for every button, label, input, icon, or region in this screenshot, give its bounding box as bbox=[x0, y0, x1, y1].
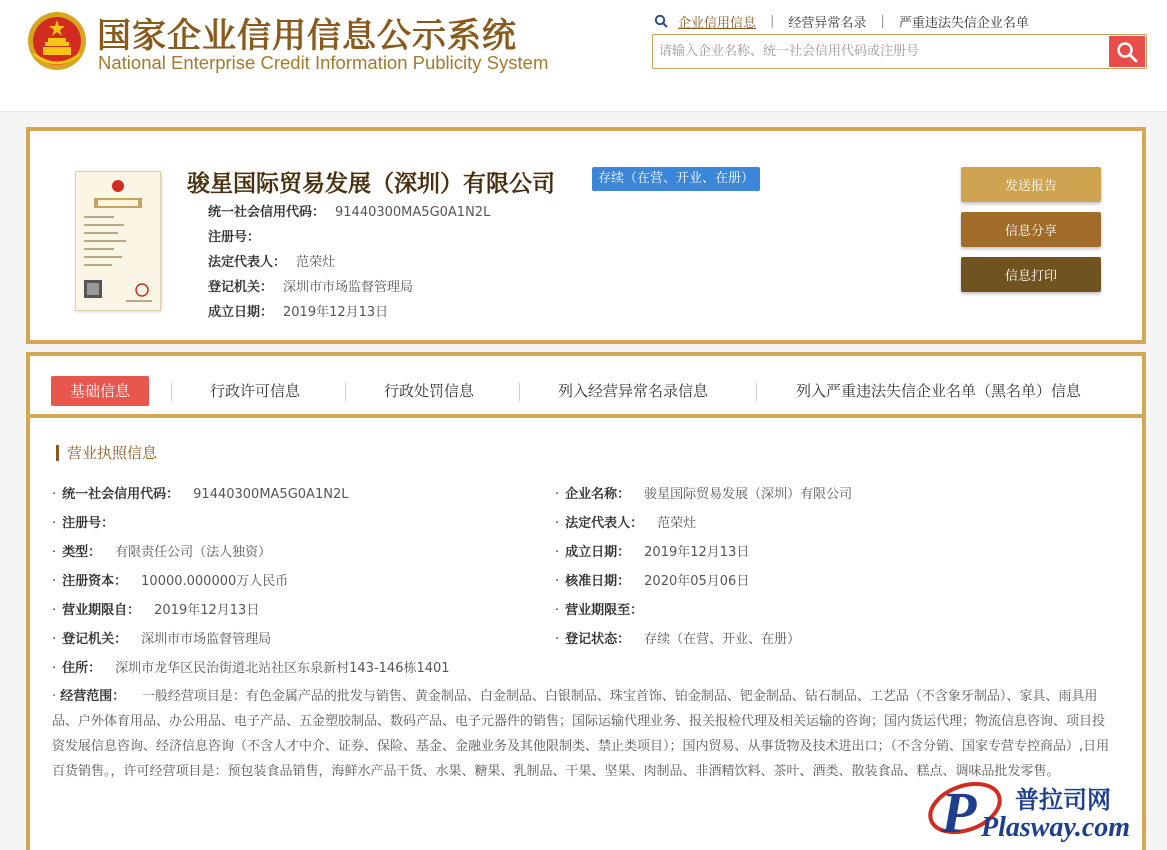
top-nav bbox=[654, 12, 1029, 30]
field-credit-code: · 统一社会信用代码： 91440300MA5G0A1N2L bbox=[52, 487, 349, 502]
company-name: 骏星国际贸易发展（深圳）有限公司 bbox=[187, 171, 555, 197]
business-license-icon[interactable] bbox=[75, 171, 161, 311]
field-legal-rep: · 法定代表人： 范荣灶 bbox=[555, 516, 697, 531]
national-emblem-icon bbox=[26, 10, 88, 72]
summary-reg-number: 注册号： bbox=[208, 230, 261, 245]
summary-authority: 登记机关： 深圳市市场监督管理局 bbox=[208, 280, 414, 295]
field-authority: · 登记机关： 深圳市市场监督管理局 bbox=[52, 632, 272, 647]
field-type: · 类型： 有限责任公司（法人独资） bbox=[52, 545, 272, 560]
section-title: 营业执照信息 bbox=[56, 445, 157, 461]
tab-separator bbox=[519, 383, 520, 401]
summary-founded: 成立日期： 2019年12月13日 bbox=[208, 305, 389, 320]
search-small-icon bbox=[654, 14, 668, 28]
search-input[interactable] bbox=[659, 35, 1109, 68]
site-title-en: National Enterprise Credit Information Publicity System bbox=[98, 52, 549, 73]
business-scope: · 经营范围： 一般经营项目是：有色金属产品的批发与销售、黄金制品、白金制品、白银制品、珠宝首饰、铂金制品、钯金制品、钻石制品、工艺品（不含象牙制品）、家具、雨具用品、户外体育用品、办公用品、电子产品、五金塑胶制品、数码产品、电子元器件的销售；国际运输代理业务、报关报检代理及相关运输的咨询；国内货运代理；物流信息咨询、项目投资发展信息咨询、经济信息咨询（不含人才中介、证券、保险、基金、金融业务及其他限制类、禁止类项目）；国内贸易、从事货物及技术进出口；（不含分销、国家专营专控商品）,日用百货销售。，许可经营项目是：预包装食品销售，海鲜水产品干货、水果、糖果、乳制品、干果、坚果、肉制品、非酒精饮料、茶叶、酒类、散装食品、糕点、调味品批发零售。 bbox=[52, 689, 1110, 779]
status-badge: 存续（在营、开业、在册） bbox=[592, 167, 760, 191]
site-header bbox=[0, 0, 1167, 112]
nav-blacklist[interactable]: 严重违法失信企业名单 bbox=[898, 15, 1029, 31]
watermark-cn: 普拉司网 bbox=[1015, 786, 1111, 814]
company-summary-card bbox=[26, 127, 1146, 344]
field-reg-status: · 登记状态： 存续（在营、开业、在册） bbox=[555, 632, 801, 647]
print-info-button[interactable]: 信息打印 bbox=[961, 257, 1101, 292]
share-info-button[interactable]: 信息分享 bbox=[961, 212, 1101, 247]
nav-credit-info[interactable]: 企业信用信息 bbox=[678, 15, 757, 31]
search-box bbox=[652, 34, 1147, 69]
search-icon bbox=[1116, 41, 1138, 63]
business-scope-text: 一般经营项目是：有色金属产品的批发与销售、黄金制品、白金制品、白银制品、珠宝首饰、铂金制品、钯金制品、钻石制品、工艺品（不含象牙制品）、家具、雨具用品、户外体育用品、办公用品、电子产品、五金塑胶制品、数码产品、电子元器件的销售；国际运输代理业务、报关报检代理及相关运输的咨询；国内货运代理；物流信息咨询、项目投资发展信息咨询、经济信息咨询（不含人才中介、证券、保险、基金、金融业务及其他限制类、禁止类项目）；国内贸易、从事货物及技术进出口；（不含分销、国家专营专控商品）,日用百货销售。，许可经营项目是：预包装食品销售，海鲜水产品干货、水果、糖果、乳制品、干果、坚果、肉制品、非酒精饮料、茶叶、酒类、散装食品、糕点、调味品批发零售。 bbox=[52, 689, 1110, 779]
field-address: · 住所： 深圳市龙华区民治街道北站社区东泉新村143-146栋1401 bbox=[52, 661, 450, 676]
nav-separator: | bbox=[770, 13, 775, 29]
summary-legal-rep: 法定代表人： 范荣灶 bbox=[208, 255, 336, 270]
field-reg-number: · 注册号： bbox=[52, 516, 115, 531]
nav-abnormal-list[interactable]: 经营异常名录 bbox=[788, 15, 867, 31]
nav-separator: | bbox=[880, 13, 885, 29]
tab-abnormal-list[interactable]: 列入经营异常名录信息 bbox=[558, 382, 709, 400]
tab-basic-info[interactable]: 基础信息 bbox=[51, 376, 149, 406]
field-term-to: · 营业期限至： bbox=[555, 603, 644, 618]
summary-credit-code: 统一社会信用代码： 91440300MA5G0A1N2L bbox=[208, 205, 491, 220]
tab-admin-license[interactable]: 行政许可信息 bbox=[210, 382, 301, 400]
tab-blacklist[interactable]: 列入严重违法失信企业名单（黑名单）信息 bbox=[796, 382, 1082, 400]
tab-bar bbox=[30, 356, 1142, 418]
tab-separator bbox=[345, 383, 346, 401]
search-button[interactable] bbox=[1109, 36, 1145, 67]
field-approved: · 核准日期： 2020年05月06日 bbox=[555, 574, 750, 589]
watermark-en: Plasway.com bbox=[981, 812, 1131, 842]
site-title-cn: 国家企业信用信息公示系统 bbox=[97, 16, 517, 56]
send-report-button[interactable]: 发送报告 bbox=[961, 167, 1101, 202]
watermark-logo bbox=[925, 770, 1165, 842]
field-term-from: · 营业期限自： 2019年12月13日 bbox=[52, 603, 260, 618]
tab-separator bbox=[171, 383, 172, 401]
tab-admin-penalty[interactable]: 行政处罚信息 bbox=[384, 382, 475, 400]
tab-separator bbox=[756, 383, 757, 401]
field-capital: · 注册资本： 10000.000000万人民币 bbox=[52, 574, 289, 589]
field-company-name: · 企业名称： 骏星国际贸易发展（深圳）有限公司 bbox=[555, 487, 853, 502]
svg-text:P: P bbox=[941, 780, 977, 842]
field-founded: · 成立日期： 2019年12月13日 bbox=[555, 545, 750, 560]
